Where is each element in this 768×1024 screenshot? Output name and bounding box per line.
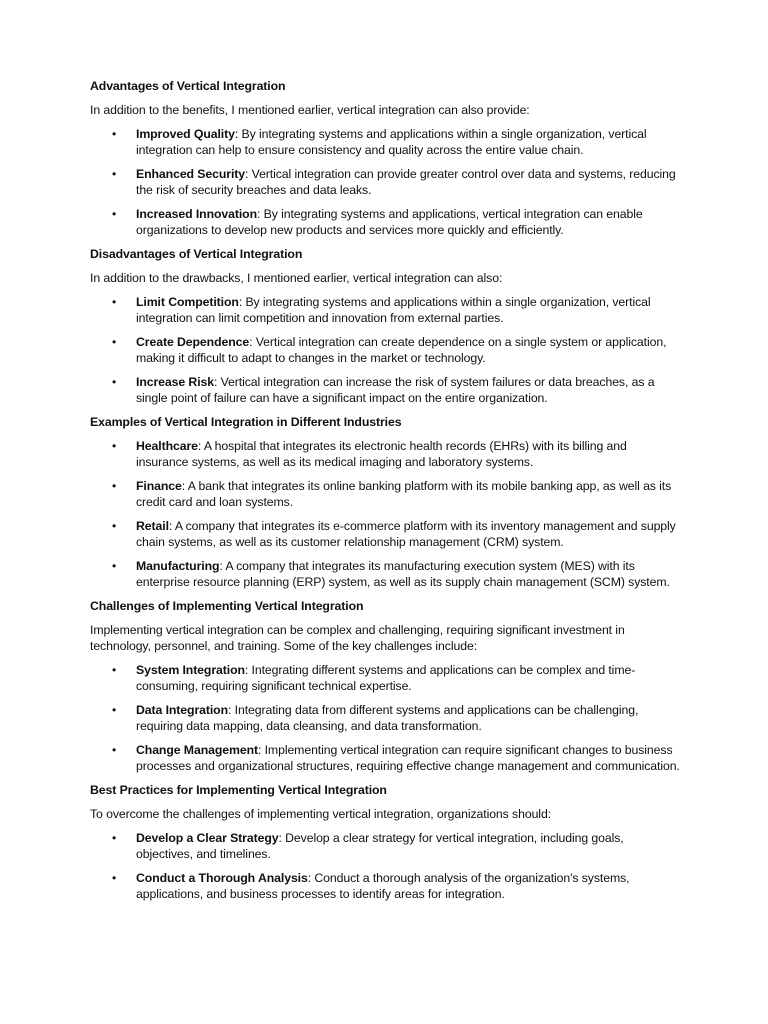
item-term: System Integration [136,663,245,677]
bullet-list [90,294,680,406]
list-item [90,126,680,158]
section-heading: Disadvantages of Vertical Integration [90,247,303,261]
item-text: : By integrating systems and applications within a single organization, vertical integration can limit competition and innovation from external parties. [136,295,651,325]
item-term: Increased Innovation [136,207,257,221]
item-text: : By integrating systems and applications, vertical integration can enable organizations to develop new products and services more quickly and efficiently. [136,207,643,237]
list-item [90,206,680,238]
item-term: Healthcare [136,439,198,453]
list-item [90,830,680,862]
item-text: : Conduct a thorough analysis of the organization's systems, applications, and business processes to identify areas for integration. [136,871,630,901]
list-item [90,558,680,590]
bullet-list [90,438,680,590]
list-item [90,662,680,694]
section-advantages [90,78,680,238]
list-item [90,870,680,902]
section-heading: Best Practices for Implementing Vertical Integration [90,783,387,797]
section-heading: Challenges of Implementing Vertical Integration [90,599,364,613]
item-term: Finance [136,479,182,493]
list-item [90,166,680,198]
bullet-list [90,662,680,774]
section-heading: Advantages of Vertical Integration [90,79,286,93]
list-item [90,742,680,774]
list-item [90,374,680,406]
list-item [90,294,680,326]
item-text: : A hospital that integrates its electronic health records (EHRs) with its billing and insurance systems, as well as its medical imaging and laboratory systems. [136,439,627,469]
section-intro: To overcome the challenges of implementing vertical integration, organizations should: [90,807,551,821]
section-intro: In addition to the drawbacks, I mentioned earlier, vertical integration can also: [90,271,503,285]
item-text: : Vertical integration can provide greater control over data and systems, reducing the risk of security breaches and data leaks. [136,167,676,197]
item-text: : Integrating data from different systems and applications can be challenging, requiring data mapping, data cleansing, and data transformation. [136,703,639,733]
list-item [90,478,680,510]
item-text: : A bank that integrates its online banking platform with its mobile banking app, as well as its credit card and loan systems. [136,479,672,509]
item-term: Manufacturing [136,559,220,573]
list-item [90,334,680,366]
item-term: Enhanced Security [136,167,246,181]
item-text: : A company that integrates its manufacturing execution system (MES) with its enterprise resource planning (ERP) system, as well as its supply chain management (SCM) system. [136,559,670,589]
list-item [90,702,680,734]
item-term: Conduct a Thorough Analysis [136,871,308,885]
item-text: : By integrating systems and applications within a single organization, vertical integration can help to ensure consistency and quality across the entire value chain. [136,127,647,157]
item-text: : Develop a clear strategy for vertical integration, including goals, objectives, and timelines. [136,831,624,861]
section-challenges [90,598,680,774]
section-examples [90,414,680,590]
bullet-list [90,126,680,238]
item-term: Create Dependence [136,335,250,349]
item-text: : Integrating different systems and applications can be complex and time-consuming, requiring significant technical expertise. [136,663,636,693]
section-best-practices [90,782,680,902]
item-term: Limit Competition [136,295,239,309]
list-item [90,518,680,550]
section-intro: In addition to the benefits, I mentioned earlier, vertical integration can also provide: [90,103,530,117]
item-text: : Vertical integration can create dependence on a single system or application, making it difficult to adapt to changes in the market or technology. [136,335,667,365]
item-text: : Vertical integration can increase the risk of system failures or data breaches, as a single point of failure can have a significant impact on the entire organization. [136,375,655,405]
bullet-list [90,830,680,902]
list-item [90,438,680,470]
item-text: : Implementing vertical integration can require significant changes to business processes and organizational structures, requiring effective change management and communication. [136,743,680,773]
item-term: Data Integration [136,703,229,717]
item-term: Change Management [136,743,258,757]
section-disadvantages [90,246,680,406]
item-term: Improved Quality [136,127,235,141]
item-term: Retail [136,519,169,533]
item-text: : A company that integrates its e-commerce platform with its inventory management and supply chain systems, as well as its customer relationship management (CRM) system. [136,519,676,549]
document-page [90,78,680,910]
section-heading: Examples of Vertical Integration in Different Industries [90,415,402,429]
section-intro: Implementing vertical integration can be complex and challenging, requiring significant investment in technology, personnel, and training. Some of the key challenges include: [90,623,625,653]
item-term: Increase Risk [136,375,214,389]
item-term: Develop a Clear Strategy [136,831,279,845]
